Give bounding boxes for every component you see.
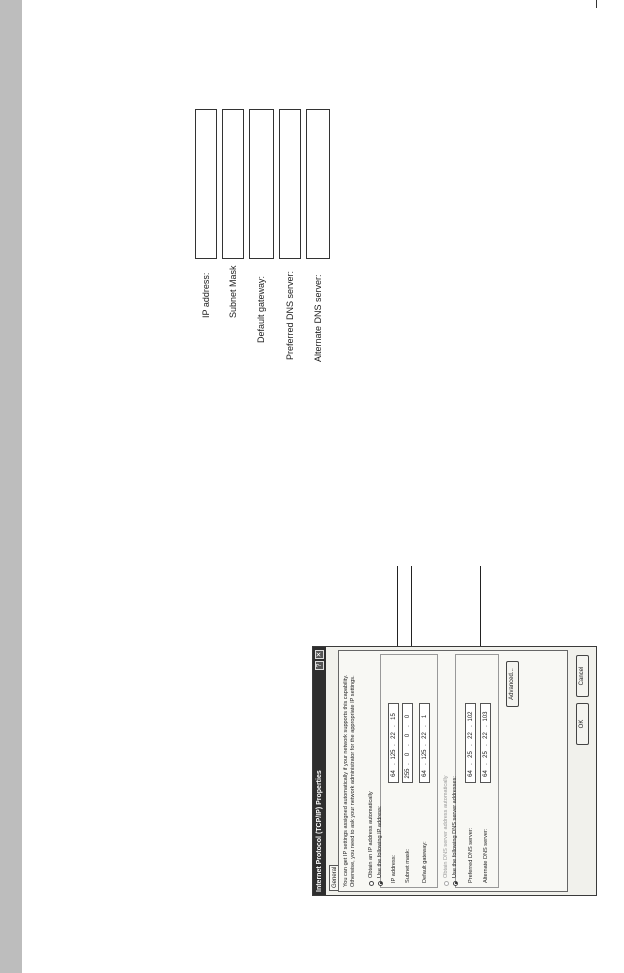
dns2-octet-1: 64 [483, 770, 489, 777]
ip-octet-1: 64 [391, 770, 397, 777]
dns1-octet-3: 22 [468, 732, 474, 739]
preferred-dns-label: Preferred DNS server: [468, 827, 474, 883]
gateway-dot-2: . [422, 744, 428, 746]
gateway-dot-3: . [422, 725, 428, 727]
dns1-octet-1: 64 [468, 770, 474, 777]
subnet-octet-3: 0 [405, 733, 411, 738]
ip-dot-2: . [391, 744, 397, 746]
tab-general[interactable]: General [329, 865, 339, 891]
ip-dot-1: . [391, 763, 397, 765]
gateway-octet-1: 64 [422, 770, 428, 777]
default-gateway-blank [249, 109, 274, 259]
help-button[interactable] [315, 661, 324, 670]
gateway-octet-4: 1 [422, 714, 428, 719]
ip-address-blank [195, 109, 217, 259]
subnet-dot-3: . [405, 725, 411, 727]
subnet-octet-1: 255 [405, 768, 411, 779]
dns1-dot-2: . [468, 744, 474, 746]
radio-obtain-ip-auto[interactable] [369, 881, 374, 886]
ws-label-ip: IP address: [201, 272, 211, 318]
ip-octet-2: 125 [391, 749, 397, 760]
crop-mark [596, 0, 597, 8]
dns1-octet-4: 102 [468, 711, 474, 722]
ip-octet-3: 22 [391, 732, 397, 739]
intro-text: You can get IP settings assigned automatically if your network supports this capability. Otherwise, you need to ask your network administrator for the appropriate IP settings. [343, 674, 356, 887]
ok-button[interactable]: OK [576, 703, 589, 745]
alternate-dns-blank [306, 109, 330, 259]
close-button[interactable] [315, 650, 324, 659]
dns2-dot-1: . [483, 763, 489, 765]
preferred-dns-blank [279, 109, 301, 259]
advanced-button[interactable]: Advanced... [506, 661, 519, 707]
dialog-rotator [312, 646, 597, 896]
ip-dot-3: . [391, 725, 397, 727]
subnet-dot-1: . [405, 763, 411, 765]
tcpip-properties-dialog [312, 646, 597, 896]
obtain-dns-auto-label: Obtain DNS server address automatically [443, 775, 449, 878]
dialog-titlebar [313, 647, 326, 895]
dns2-dot-2: . [483, 744, 489, 746]
radio-use-following-dns[interactable] [453, 881, 458, 886]
dns1-octet-2: 25 [468, 751, 474, 758]
ip-address-field[interactable] [388, 703, 399, 783]
dns2-dot-3: . [483, 725, 489, 727]
page-gutter [0, 0, 22, 973]
alternate-dns-field[interactable] [480, 703, 491, 783]
obtain-ip-auto-label: Obtain an IP address automatically [368, 791, 374, 878]
subnet-octet-2: 0 [405, 752, 411, 757]
gateway-dot-1: . [422, 763, 428, 765]
radio-use-following-ip[interactable] [378, 881, 383, 886]
preferred-dns-field[interactable] [465, 703, 476, 783]
default-gateway-field[interactable] [419, 703, 430, 783]
close-icon: ✕ [316, 651, 323, 658]
default-gateway-label: Default gateway: [422, 841, 428, 883]
ws-label-dns2: Alternate DNS server: [313, 274, 323, 362]
ws-label-gateway: Default gateway: [256, 275, 266, 343]
subnet-mask-blank [222, 109, 244, 259]
dialog-title: Internet Protocol (TCP/IP) Properties [316, 770, 323, 892]
ws-label-dns1: Preferred DNS server: [285, 270, 295, 360]
subnet-mask-field[interactable] [402, 703, 413, 783]
gateway-octet-3: 22 [422, 732, 428, 739]
gateway-octet-2: 125 [422, 749, 428, 760]
dns2-octet-2: 25 [483, 751, 489, 758]
use-following-ip-label: Use the following IP address: [377, 805, 383, 878]
subnet-octet-4: 0 [405, 714, 411, 719]
dns-group [455, 654, 499, 888]
subnet-mask-label: Subnet mask: [405, 848, 411, 883]
alternate-dns-label: Alternate DNS server: [483, 828, 489, 883]
dns1-dot-3: . [468, 725, 474, 727]
subnet-dot-2: . [405, 744, 411, 746]
cancel-button[interactable]: Cancel [576, 655, 589, 697]
ws-label-subnet: Subnet Mask [228, 265, 238, 318]
ip-octet-4: 15 [391, 713, 397, 720]
help-icon: ? [316, 663, 323, 668]
dns2-octet-4: 103 [483, 711, 489, 722]
radio-obtain-dns-auto[interactable] [444, 881, 449, 886]
ip-address-label: IP address: [391, 854, 397, 883]
use-following-dns-label: Use the following DNS server addresses: [452, 776, 458, 878]
dns1-dot-1: . [468, 763, 474, 765]
dns2-octet-3: 22 [483, 732, 489, 739]
